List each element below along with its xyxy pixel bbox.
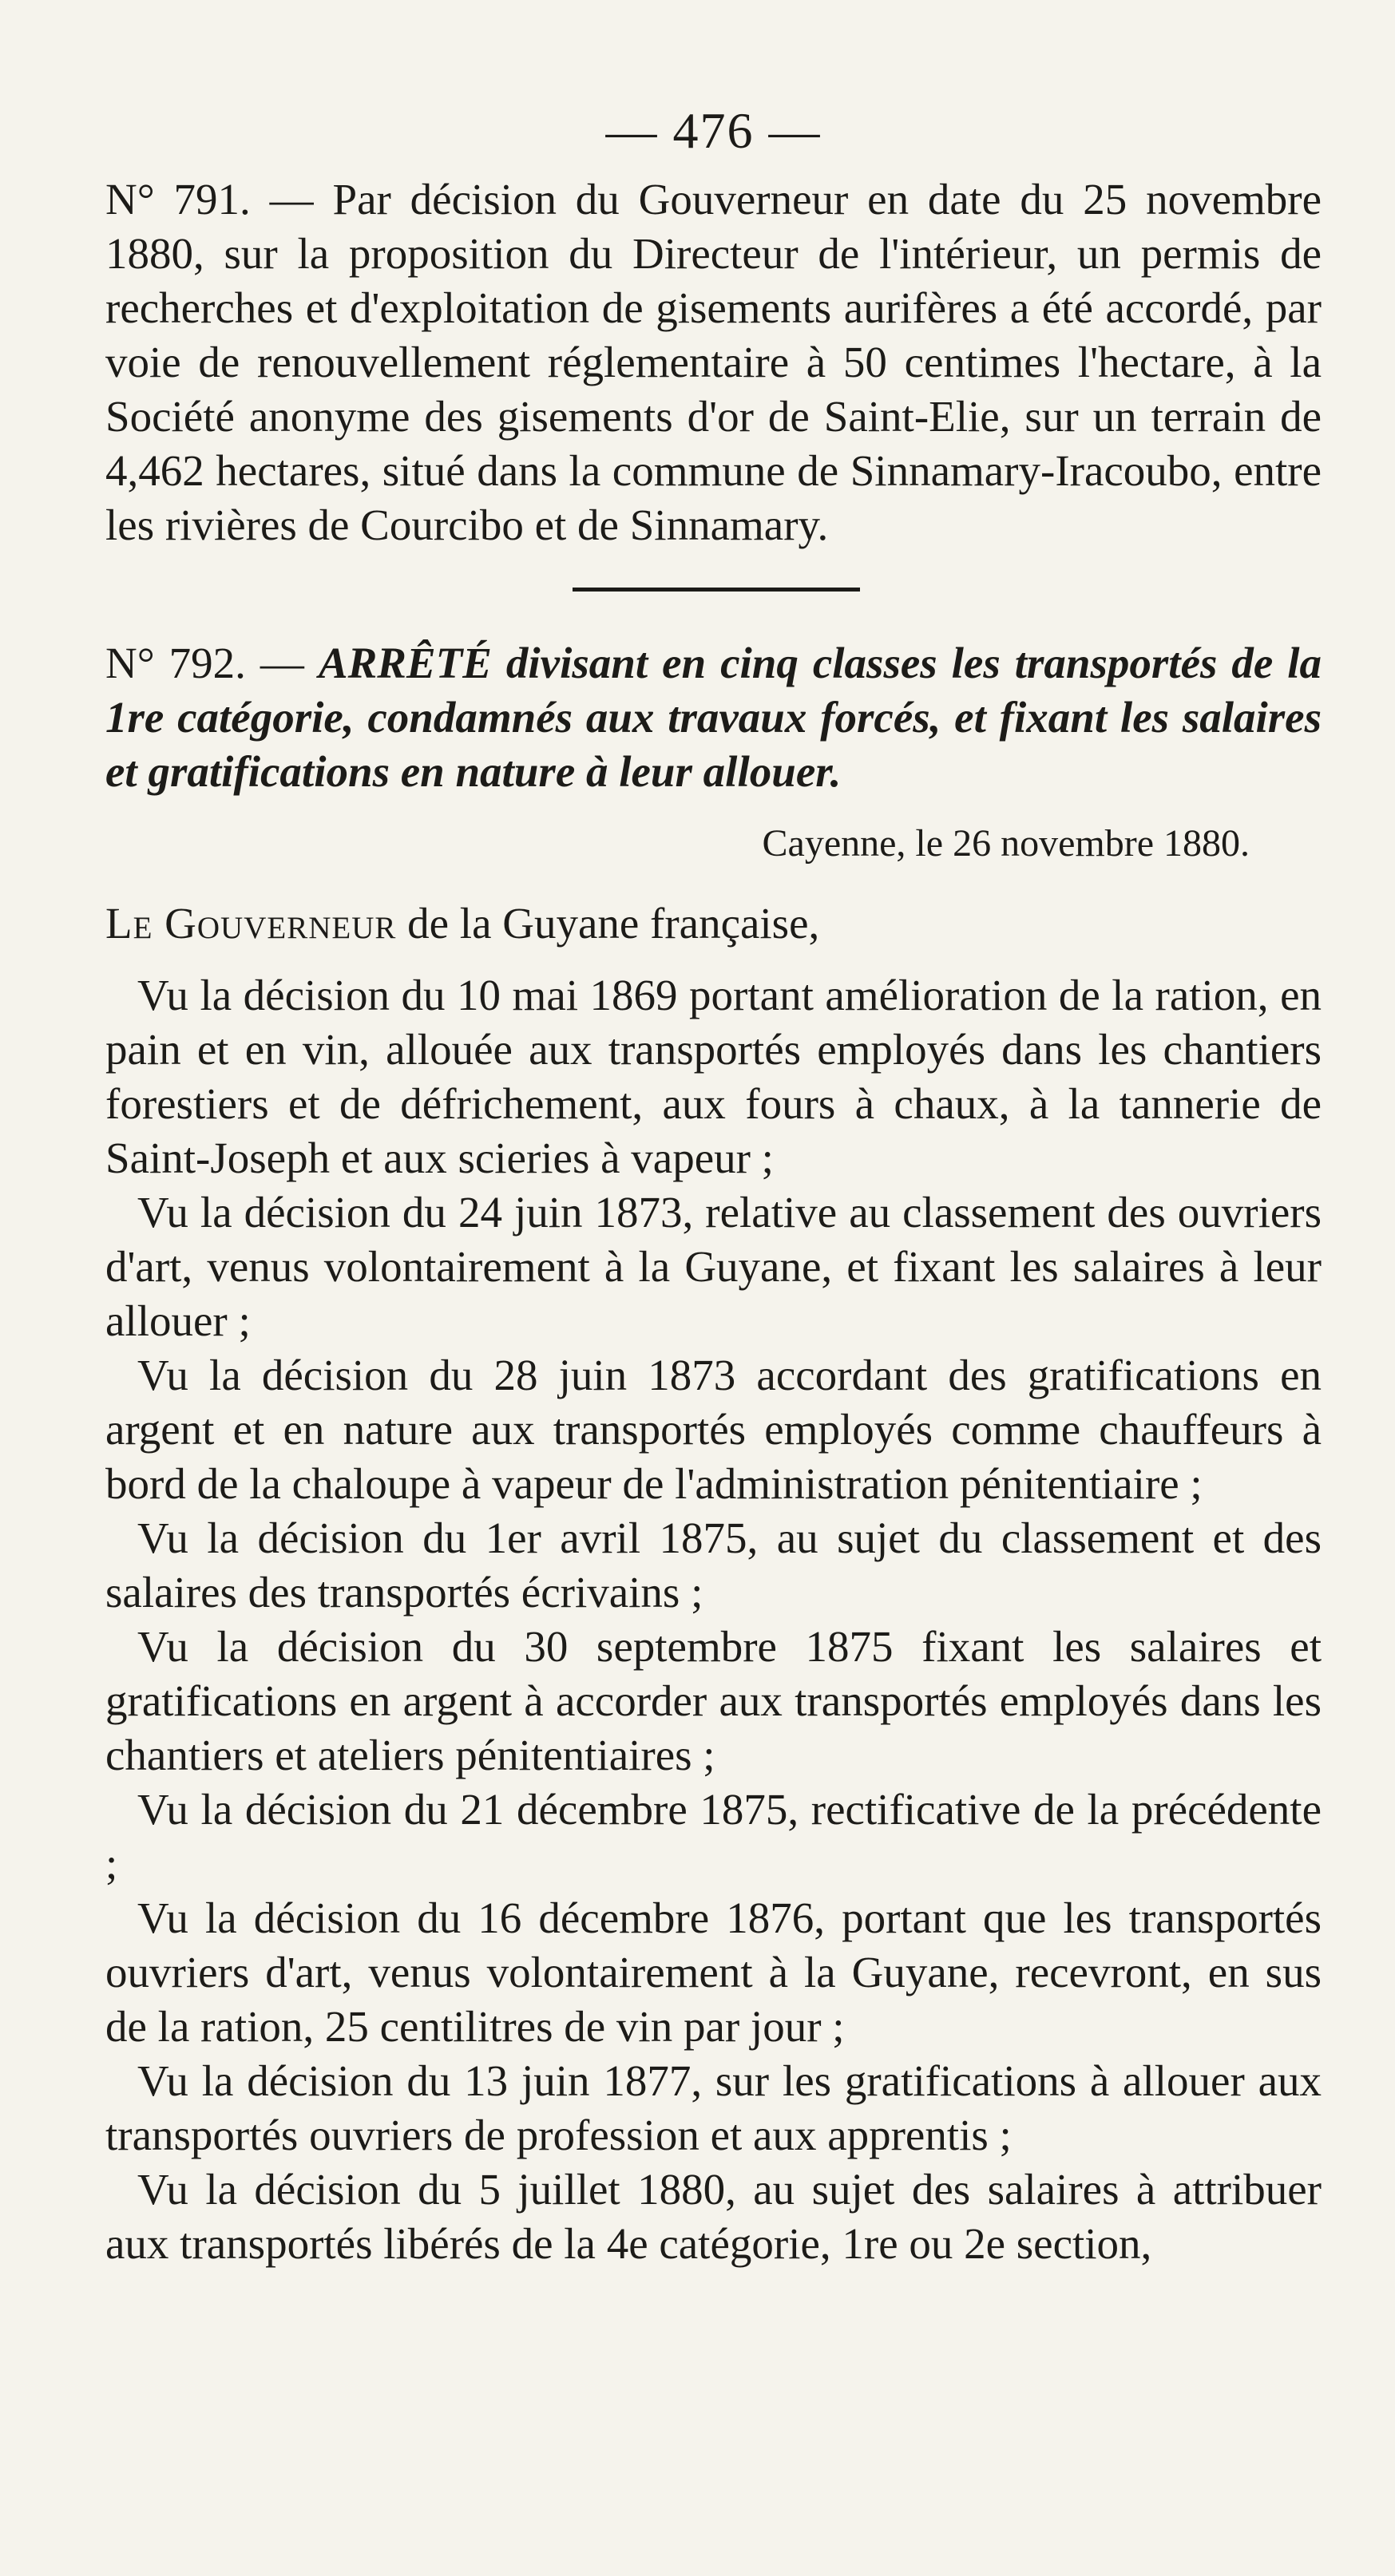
consideration-item: Vu la décision du 28 juin 1873 accordant des gratifications en argent et en nature aux transportés employés comme chauffeurs à bord de la chaloupe à vapeur de l'administration pénitentiaire ; bbox=[105, 1351, 1322, 1508]
dateline: Cayenne, le 26 novembre 1880. bbox=[762, 822, 1250, 865]
consideration-item: Vu la décision du 21 décembre 1875, rectificative de la précédente ; bbox=[105, 1785, 1322, 1888]
consideration-item: Vu la décision du 10 mai 1869 portant amélioration de la ration, en pain et en vin, allouée aux transportés employés dans les chantiers forestiers et de défrichement, aux fours à chaux, à la tannerie de Saint-Joseph et aux scieries à vapeur ; bbox=[105, 971, 1322, 1182]
authority-prefix: Le Gouverneur bbox=[105, 899, 397, 948]
consideration-item: Vu la décision du 30 septembre 1875 fixant les salaires et gratifications en argent à accorder aux transportés employés dans les chantiers et ateliers pénitentiaires ; bbox=[105, 1622, 1322, 1779]
authority-rest: de la Guyane française, bbox=[396, 899, 820, 948]
consideration-item: Vu la décision du 5 juillet 1880, au sujet des salaires à attribuer aux transportés libérés de la 4e catégorie, 1re ou 2e section, bbox=[105, 2165, 1322, 2268]
entry-791-paragraph: N° 791. — Par décision du Gouverneur en date du 25 novembre 1880, sur la proposition du Directeur de l'intérieur, un permis de recherches et d'exploitation de gisements aurifères a été accordé, par voie de renouvellement réglementaire à 50 centimes l'hectare, à la Société anonyme des gisements d'or de Saint-Elie, sur un terrain de 4,462 hectares, situé dans la commune de Sinnamary-Iracoubo, entre les rivières de Courcibo et de Sinnamary. bbox=[105, 175, 1322, 549]
consideration-item: Vu la décision du 16 décembre 1876, portant que les transportés ouvriers d'art, venus volontairement à la Guyane, recevront, en sus de la ration, 25 centilitres de vin par jour ; bbox=[105, 1893, 1322, 2051]
consideration-item: Vu la décision du 13 juin 1877, sur les gratifications à allouer aux transportés ouvriers de profession et aux apprentis ; bbox=[105, 2056, 1322, 2159]
section-divider bbox=[573, 588, 860, 592]
entry-792-heading bbox=[105, 636, 1322, 799]
entry-792-title: ARRÊTÉ divisant en cinq classes les transportés de la 1re catégorie, condamnés aux travaux forcés, et fixant les salaires et gratifications en nature à leur allouer. bbox=[105, 639, 1322, 796]
consideration-item: Vu la décision du 1er avril 1875, au sujet du classement et des salaires des transportés écrivains ; bbox=[105, 1514, 1322, 1616]
entry-792-number: N° 792. — bbox=[105, 639, 304, 687]
authority-line bbox=[105, 896, 1322, 951]
consideration-item: Vu la décision du 24 juin 1873, relative au classement des ouvriers d'art, venus volontairement à la Guyane, et fixant les salaires à leur allouer ; bbox=[105, 1188, 1322, 1345]
page-number: — 476 — bbox=[605, 102, 822, 159]
